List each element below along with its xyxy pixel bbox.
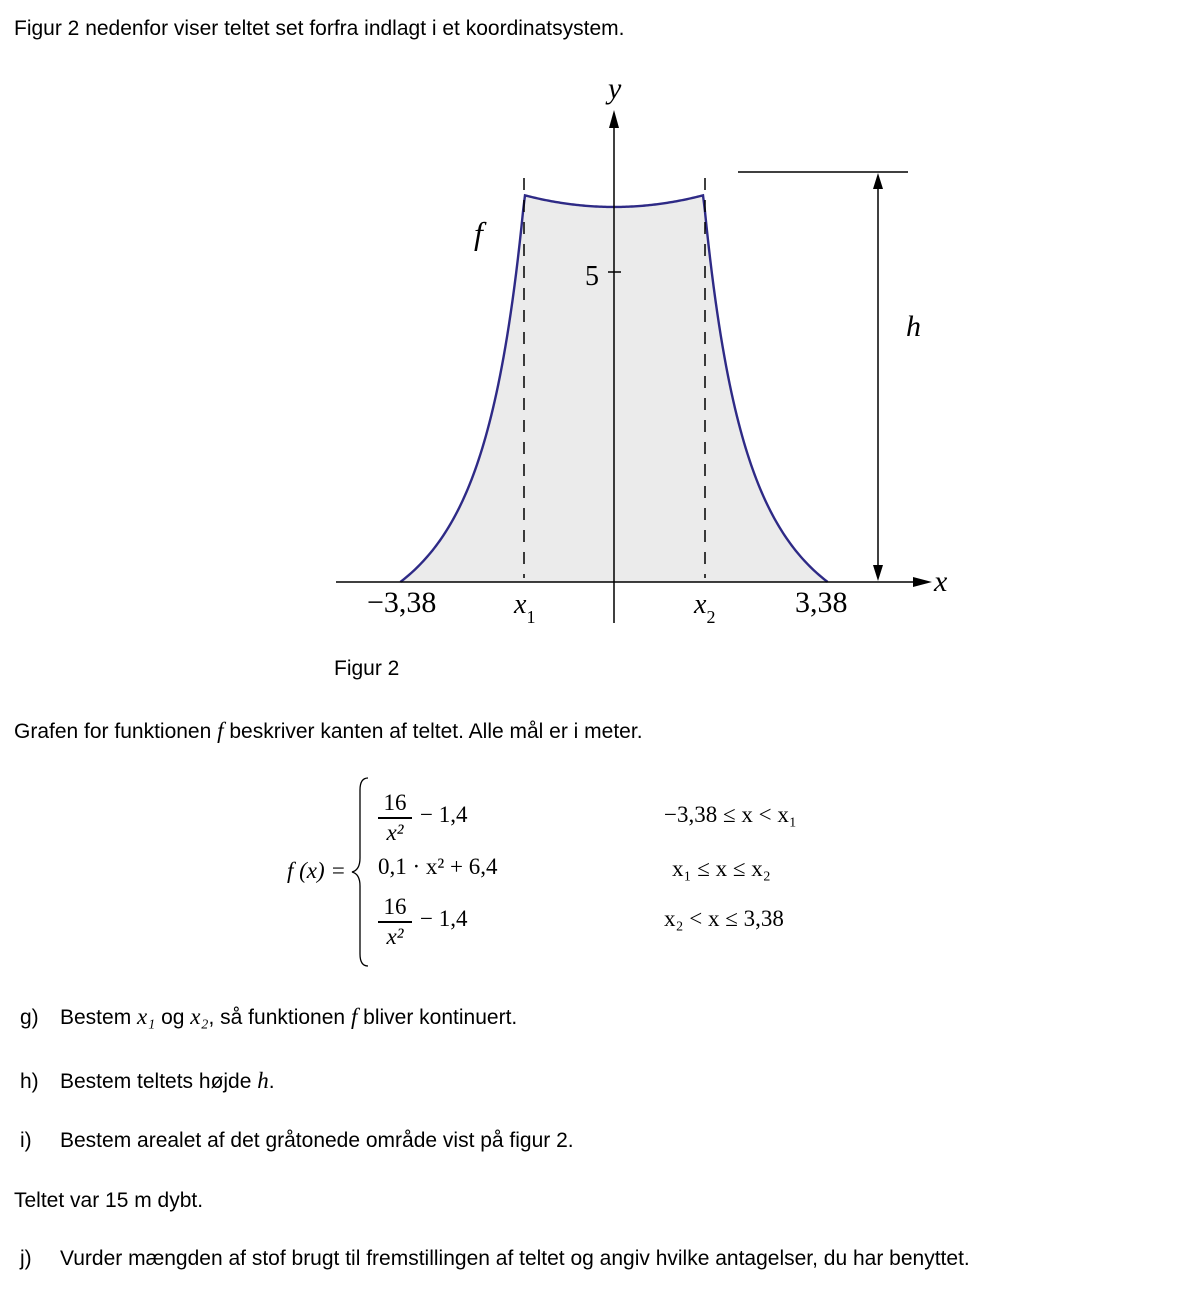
formula-lhs-text: f (x) = (287, 858, 346, 883)
piece3-fraction-bar (378, 921, 412, 923)
piece3-numerator: 16 (383, 894, 407, 919)
y-axis-arrowhead (609, 110, 619, 128)
task-i (20, 1128, 574, 1154)
x2-subscript: 2 (706, 607, 716, 627)
height-arrowhead-bottom (873, 565, 883, 581)
y-axis-label: y (608, 72, 622, 105)
piece1-fraction-bar (378, 817, 412, 819)
piece1-numerator: 16 (383, 790, 407, 815)
task-h-h: h (257, 1068, 269, 1093)
height-arrowhead-top (873, 173, 883, 189)
piece1-rest: − 1,4 (420, 802, 468, 827)
height-label: h (906, 310, 921, 343)
piece3-denominator: x² (386, 923, 404, 949)
x1-subscript: 1 (526, 607, 536, 627)
formula-lhs (287, 858, 346, 884)
x-axis-arrowhead (913, 577, 932, 587)
x2-base: x (694, 589, 707, 620)
tick-5-label: 5 (585, 261, 599, 292)
piece1-denominator: x² (386, 819, 404, 845)
intro-text: Figur 2 nedenfor viser teltet set forfra indlagt i et koordinatsystem. (14, 17, 625, 40)
description-text (14, 718, 643, 745)
task-g-text-3: , så funktionen (208, 1006, 351, 1029)
description-after: beskriver kanten af teltet. Alle mål er i meter. (223, 720, 643, 743)
right-root-label: 3,38 (795, 586, 848, 619)
left-root-label: −3,38 (367, 586, 437, 619)
piece1-fraction (378, 790, 412, 846)
piece3-fraction (378, 894, 412, 950)
piece3-rest: − 1,4 (420, 906, 468, 931)
task-g-label: g) (20, 1006, 39, 1029)
x2-label (693, 589, 715, 627)
task-i-text: Bestem arealet af det gråtonede område vist på figur 2. (60, 1129, 574, 1152)
curve-label-f: f (474, 215, 483, 251)
figure-caption: Figur 2 (334, 657, 400, 680)
piece3-condition: x₂ < x ≤ 3,38 (664, 906, 784, 931)
task-g-x1: x₁ (137, 1004, 156, 1029)
task-j-label: j) (20, 1247, 32, 1270)
task-g-text-4: bliver kontinuert. (357, 1006, 518, 1029)
x1-base: x (514, 589, 527, 620)
task-h-text-2: . (268, 1070, 275, 1093)
x1-label (513, 589, 535, 627)
task-g-x2: x₂ (190, 1004, 209, 1029)
task-g (20, 1004, 517, 1031)
x-axis-label: x (934, 565, 948, 598)
piece1-condition: −3,38 ≤ x < x₁ (664, 802, 797, 827)
task-j (20, 1246, 970, 1272)
task-g-f: f (350, 1004, 358, 1029)
piece2-condition: x₁ ≤ x ≤ x₂ (672, 856, 771, 881)
task-h-text-1: Bestem teltets højde (60, 1070, 258, 1093)
task-h (20, 1068, 275, 1095)
description-before: Grafen for funktionen (14, 720, 218, 743)
task-g-text-2: og (155, 1006, 191, 1029)
task-g-text-1: Bestem (60, 1006, 138, 1029)
depth-text: Teltet var 15 m dybt. (14, 1189, 204, 1212)
formula-brace (350, 776, 374, 968)
description-f: f (217, 718, 224, 743)
task-i-label: i) (20, 1129, 32, 1152)
task-h-label: h) (20, 1070, 39, 1093)
piece2-expression: 0,1 · x² + 6,4 (378, 854, 498, 879)
task-j-text: Vurder mængden af stof brugt til fremstillingen af teltet og angiv hvilke antagelser, du har benyttet. (60, 1247, 970, 1270)
